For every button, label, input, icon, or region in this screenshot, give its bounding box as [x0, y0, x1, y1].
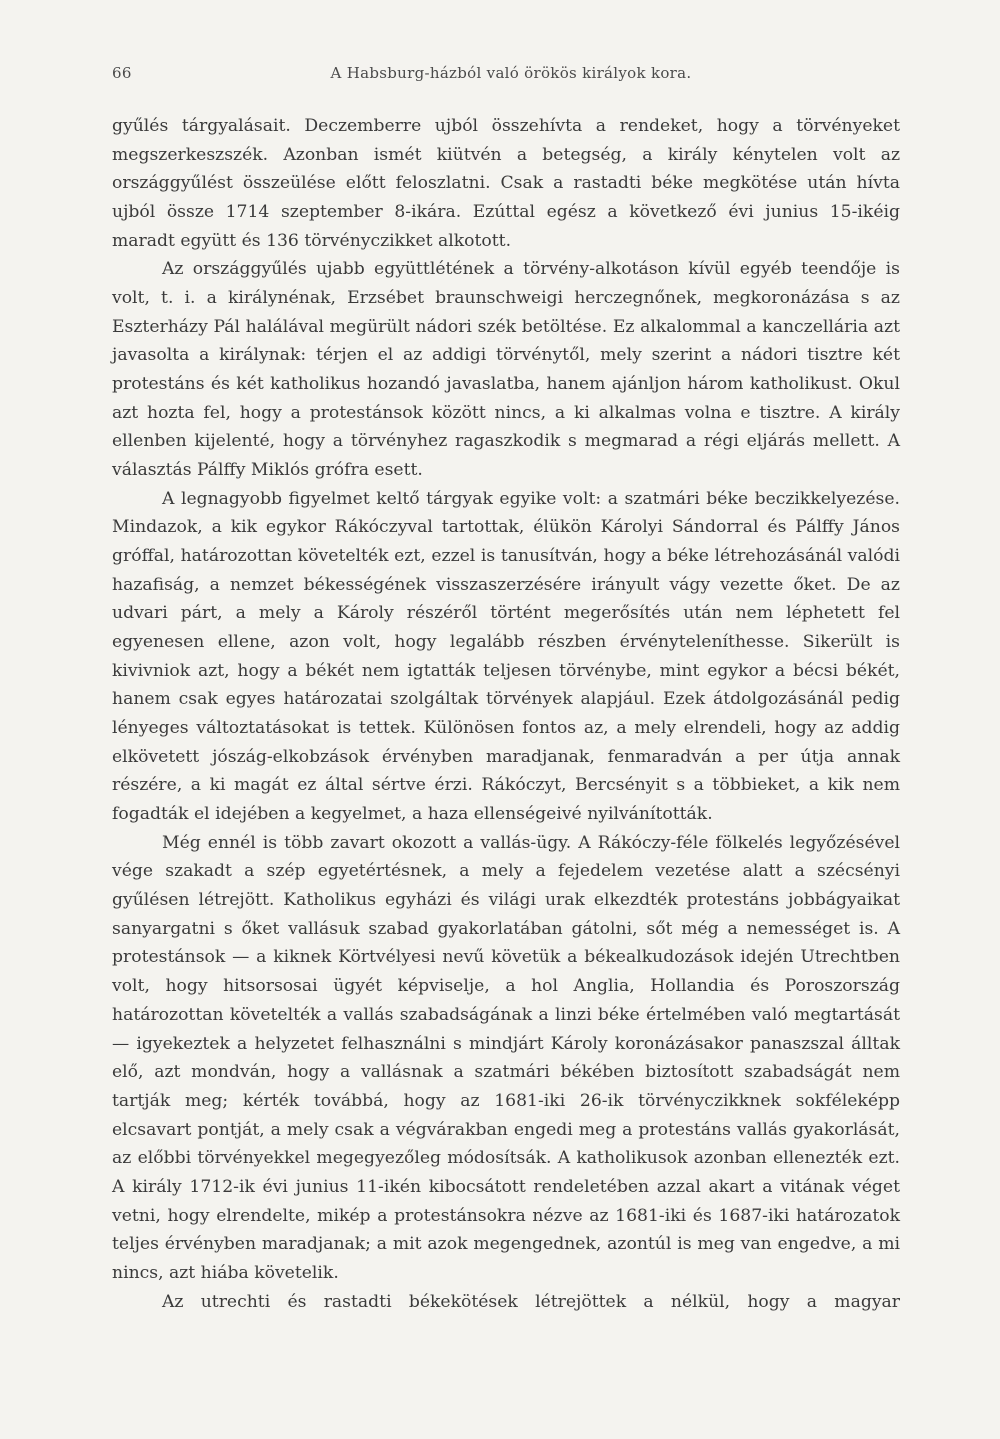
paragraph-continues: Az utrechti és rastadti békekötések létrejöttek a nélkül, hogy a magyar — [162, 1291, 900, 1312]
body-text — [112, 112, 900, 1316]
page-number: 66 — [112, 64, 132, 82]
page-header — [112, 64, 900, 88]
paragraph-continued: gyűlés tárgyalásait. Deczemberre ujból összehívta a rendeket, hogy a törvényeket megszerkeszszék. Azonban ismét kiütvén a betegség, a király kénytelen volt az országgyűlést összeülése előtt feloszlatni. Csak a rastadti béke megkötése után hívta ujból össze 1714 szeptember 8-ikára. Ezúttal egész a következő évi junius 15-ikéig maradt együtt és 136 törvényczikket alkotott. — [112, 116, 900, 251]
paragraph: A legnagyobb figyelmet keltő tárgyak egyike volt: a szatmári béke beczikkelyezése. Mindazok, a kik egykor Rákóczyval tartottak, élükön Károlyi Sándorral és Pálffy János gróffal, határozottan követelték ezt, ezzel is tanusítván, hogy a béke létrehozásánál valódi hazafiság, a nemzet békességének visszaszerzésére irányult vágy vezette őket. De az udvari párt, a mely a Károly részéről történt megerősítés után nem léphetett fel egyenesen ellene, azon volt, hogy legalább részben érvényteleníthesse. Sikerült is kivivniok azt, hogy a békét nem igtatták teljesen törvénybe, mint egykor a bécsi békét, hanem csak egyes határozatai szolgáltak törvények alapjául. Ezek átdolgozásánál pedig lényeges változtatásokat is tettek. Különösen fontos az, a mely elrendeli, hogy az addig elkövetett jószág-elkobzások érvényben maradjanak, fenmaradván a per útja annak részére, a ki magát ez által sértve érzi. Rákóczyt, Bercsényit s a többieket, a kik nem fogadták el idejében a kegyelmet, a haza ellenségeivé nyilvánították. — [112, 488, 900, 825]
paragraph: Az országgyűlés ujabb együttlétének a törvény-alkotáson kívül egyéb teendője is volt, t. i. a királynénak, Erzsébet braunschweigi herczegnőnek, megkoronázása s az Eszterházy Pál halálával megürült nádori szék betöltése. Ez alkalommal a kanczellária azt javasolta a királynak: térjen el az addigi törvénytől, mely szerint a nádori tisztre két protestáns és két katholikus hozandó javaslatba, hanem ajánljon három katholikust. Okul azt hozta fel, hogy a protestánsok között nincs, a ki alkalmas volna e tisztre. A király ellenben kijelenté, hogy a törvényhez ragaszkodik s megmarad a régi eljárás mellett. A választás Pálffy Miklós grófra esett. — [112, 259, 900, 481]
paragraph: Még ennél is több zavart okozott a vallás-ügy. A Rákóczy-féle fölkelés legyőzésével vége szakadt a szép egyetértésnek, a mely a fejedelem vezetése alatt a szécsényi gyűlésen létrejött. Katholikus egyházi és világi urak elkezdték protestáns jobbágyaikat sanyargatni s őket vallásuk szabad gyakorlatában gátolni, sőt még a nemességet is. A protestánsok — a kiknek Körtvélyesi nevű követük a békealkudozások idején Utrechtben volt, hogy hitsorsosai ügyét képviselje, a hol Anglia, Hollandia és Poroszország határozottan követelték a vallás szabadságának a linzi béke értelmében való megtartását — igyekeztek a helyzetet felhasználni s mindjárt Károly koronázásakor panaszszal álltak elő, azt mondván, hogy a vallásnak a szatmári békében biztosított szabadságát nem tartják meg; kérték továbbá, hogy az 1681-iki 26-ik törvényczikknek sokféleképp elcsavart pontját, a mely csak a végvárakban engedi meg a protestáns vallás gyakorlását, az előbbi törvényekkel megegyezőleg módosítsák. A katholikusok azonban ellenezték ezt. A király 1712-ik évi junius 11-ikén kibocsátott rendeletében azzal akart a vitának véget vetni, hogy elrendelte, mikép a protestánsokra nézve az 1681-iki és 1687-iki határozatok teljes érvényben maradjanak; a mit azok megengednek, azontúl is meg van engedve, a mi nincs, azt hiába követelik. — [112, 832, 900, 1283]
running-head: A Habsburg-házból való örökös királyok kora. — [330, 64, 692, 82]
